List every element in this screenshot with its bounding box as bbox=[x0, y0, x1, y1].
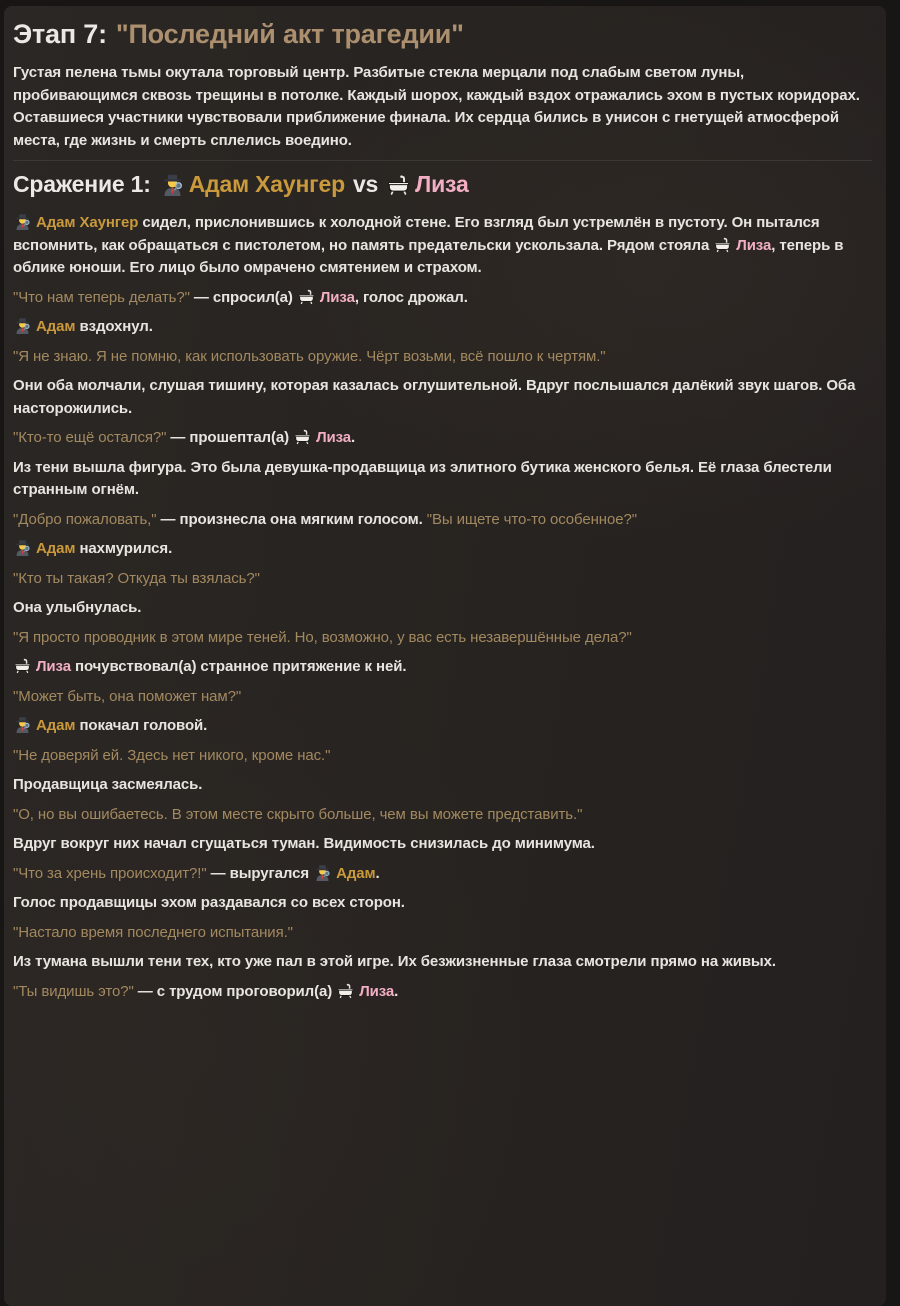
narration-text: , голос дрожал. bbox=[354, 288, 468, 306]
narration-text: Она улыбнулась. bbox=[13, 599, 142, 616]
divider bbox=[13, 160, 872, 161]
vs-label: vs bbox=[352, 171, 379, 197]
narration-text: вздохнул. bbox=[75, 318, 153, 335]
message bbox=[13, 774, 872, 797]
message bbox=[13, 597, 872, 620]
narration-text: . bbox=[375, 864, 380, 882]
character-name-liza: Лиза bbox=[415, 171, 469, 197]
message bbox=[13, 568, 872, 591]
dialogue-text: "О, но вы ошибаетесь. В этом месте скрыто больше, чем вы можете представить." bbox=[13, 805, 583, 823]
message bbox=[13, 715, 872, 738]
stage-title-quoted: "Последний акт трагедии" bbox=[115, 19, 464, 49]
dialogue-text: "Добро пожаловать," bbox=[13, 510, 157, 528]
message bbox=[13, 863, 872, 886]
dialogue-text: "Я не знаю. Я не помню, как использовать оружие. Чёрт возьми, всё пошло к чертям." bbox=[13, 347, 606, 365]
bathtub-icon bbox=[298, 288, 315, 305]
message-log bbox=[13, 212, 872, 1003]
narration-text: Голос продавщицы эхом раздавался со всех сторон. bbox=[13, 894, 405, 911]
message bbox=[13, 951, 872, 974]
dialogue-text: "Кто-то ещё остался?" bbox=[13, 429, 167, 446]
narration-text: . bbox=[394, 982, 399, 1000]
narration-text: Они оба молчали, слушая тишину, которая казалась оглушительной. Вдруг послышался далёкий звук шагов. Оба насторожились. bbox=[13, 377, 856, 417]
character-name-liza: Лиза bbox=[359, 982, 395, 1000]
message bbox=[13, 212, 872, 280]
message bbox=[13, 656, 872, 679]
message bbox=[13, 538, 872, 561]
bathtub-icon bbox=[714, 236, 731, 253]
message bbox=[13, 457, 872, 502]
character-name-liza: Лиза bbox=[736, 236, 772, 254]
narration-text: нахмурился. bbox=[75, 540, 173, 557]
narration-text: — спросил(а) bbox=[189, 288, 297, 306]
stage-title-prefix: Этап 7: bbox=[13, 19, 107, 49]
dialogue-text: "Что за хрень происходит?!" bbox=[13, 864, 207, 882]
narration-text: Из тумана вышли тени тех, кто уже пал в этой игре. Их безжизненные глаза смотрели прямо на живых. bbox=[13, 953, 776, 970]
message bbox=[13, 892, 872, 915]
detective-icon bbox=[314, 864, 331, 881]
dialogue-text: "Что нам теперь делать?" bbox=[13, 288, 190, 306]
detective-icon bbox=[14, 716, 31, 733]
character-name-adam: Адам bbox=[336, 864, 376, 882]
narration-text: Из тени вышла фигура. Это была девушка-продавщица из элитного бутика женского белья. Её глаза блестели странным огнём. bbox=[13, 458, 832, 498]
character-name-liza: Лиза bbox=[36, 658, 71, 675]
character-name-adam: Адам bbox=[36, 717, 76, 734]
bathtub-icon bbox=[337, 982, 354, 999]
bathtub-icon bbox=[294, 428, 311, 445]
battle-heading bbox=[13, 169, 872, 199]
dialogue-text: "Вы ищете что-то особенное?" bbox=[426, 510, 637, 528]
narration-text: — с трудом проговорил(а) bbox=[133, 982, 337, 1000]
message bbox=[13, 804, 872, 827]
message bbox=[13, 686, 872, 709]
detective-icon bbox=[14, 213, 31, 230]
message bbox=[13, 346, 872, 369]
narration-text: Вдруг вокруг них начал сгущаться туман. Видимость снизилась до минимума. bbox=[13, 835, 595, 852]
character-name-adam: Адам bbox=[36, 318, 76, 335]
narration-text: — прошептал(а) bbox=[166, 429, 294, 446]
message bbox=[13, 287, 872, 310]
narration-text: Продавщица засмеялась. bbox=[13, 776, 203, 793]
dialogue-text: "Кто ты такая? Откуда ты взялась?" bbox=[13, 569, 260, 587]
message bbox=[13, 627, 872, 650]
intro-paragraph bbox=[13, 62, 872, 152]
message bbox=[13, 745, 872, 768]
narration-text: , теперь в облике юноши. Его лицо было омрачено смятением и страхом. bbox=[13, 236, 844, 276]
character-name-adam: Адам Хаунгер bbox=[188, 171, 345, 197]
dialogue-text: "Может быть, она поможет нам?" bbox=[13, 687, 242, 705]
intro-text: Густая пелена тьмы окутала торговый центр. Разбитые стекла мерцали под слабым светом луны, пробивающимся сквозь трещины в потолке. Каждый шорох, каждый вздох отражались эхом в пустых коридорах. Оставшиеся участники чувствовали приближение финала. Их сердца бились в унисон с гнетущей атмосферой места, где жизнь и смерть сплелись воедино. bbox=[13, 64, 860, 149]
narration-text: . bbox=[351, 429, 356, 446]
dialogue-text: "Я просто проводник в этом мире теней. Но, возможно, у вас есть незавершённые дела?" bbox=[13, 628, 632, 646]
narration-text: покачал головой. bbox=[75, 717, 208, 734]
detective-icon bbox=[14, 539, 31, 556]
dialogue-text: "Ты видишь это?" bbox=[13, 982, 134, 1000]
message bbox=[13, 981, 872, 1004]
character-name-liza: Лиза bbox=[319, 288, 355, 306]
narration-text: — произнесла она мягким голосом. bbox=[156, 510, 427, 528]
detective-icon bbox=[14, 317, 31, 334]
character-name-adam: Адам Хаунгер bbox=[36, 214, 139, 231]
narration-text: почувствовал(а) странное притяжение к ней. bbox=[70, 658, 407, 675]
dialogue-text: "Не доверяй ей. Здесь нет никого, кроме нас." bbox=[13, 746, 331, 764]
message bbox=[13, 922, 872, 945]
detective-icon bbox=[161, 173, 184, 196]
message bbox=[13, 833, 872, 856]
character-name-liza: Лиза bbox=[316, 429, 352, 446]
message bbox=[13, 375, 872, 420]
stage-log-card bbox=[4, 6, 886, 1306]
message bbox=[13, 509, 872, 532]
narration-text: — выругался bbox=[206, 864, 314, 882]
narration-text: сидел, прислонившись к холодной стене. Его взгляд был устремлён в пустоту. Он пытался вспомнить, как обращаться с пистолетом, но память предательски ускользала. Рядом стояла bbox=[13, 214, 820, 254]
dialogue-text: "Настало время последнего испытания." bbox=[13, 923, 293, 941]
stage-title bbox=[13, 16, 872, 52]
character-name-adam: Адам bbox=[36, 540, 76, 557]
bathtub-icon bbox=[14, 657, 31, 674]
battle-heading-prefix: Сражение 1: bbox=[13, 171, 151, 197]
bathtub-icon bbox=[387, 173, 410, 196]
message bbox=[13, 427, 872, 450]
message bbox=[13, 316, 872, 339]
